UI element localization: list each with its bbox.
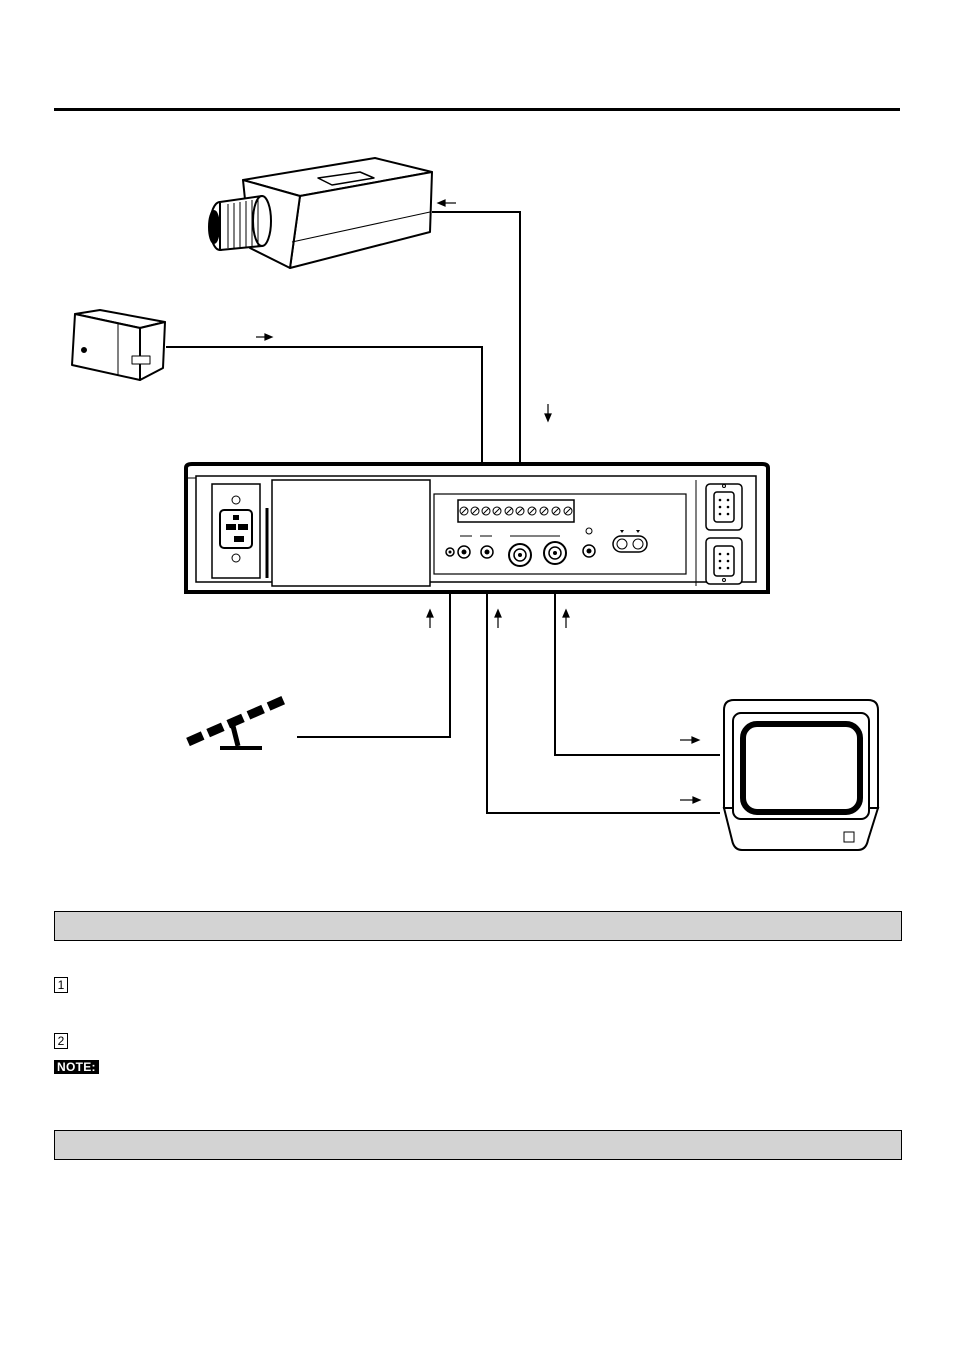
recorder-rear-panel (186, 464, 768, 592)
monitor-illustration (724, 700, 878, 850)
step-number-2: 2 (54, 1033, 68, 1049)
camera-illustration (209, 158, 432, 268)
note-label: NOTE: (54, 1060, 99, 1074)
section-header-bar (54, 911, 902, 941)
section-header-bar-2 (54, 1130, 902, 1160)
step-number-1: 1 (54, 977, 68, 993)
microphone-illustration (188, 698, 288, 748)
sensor-illustration (72, 310, 165, 380)
